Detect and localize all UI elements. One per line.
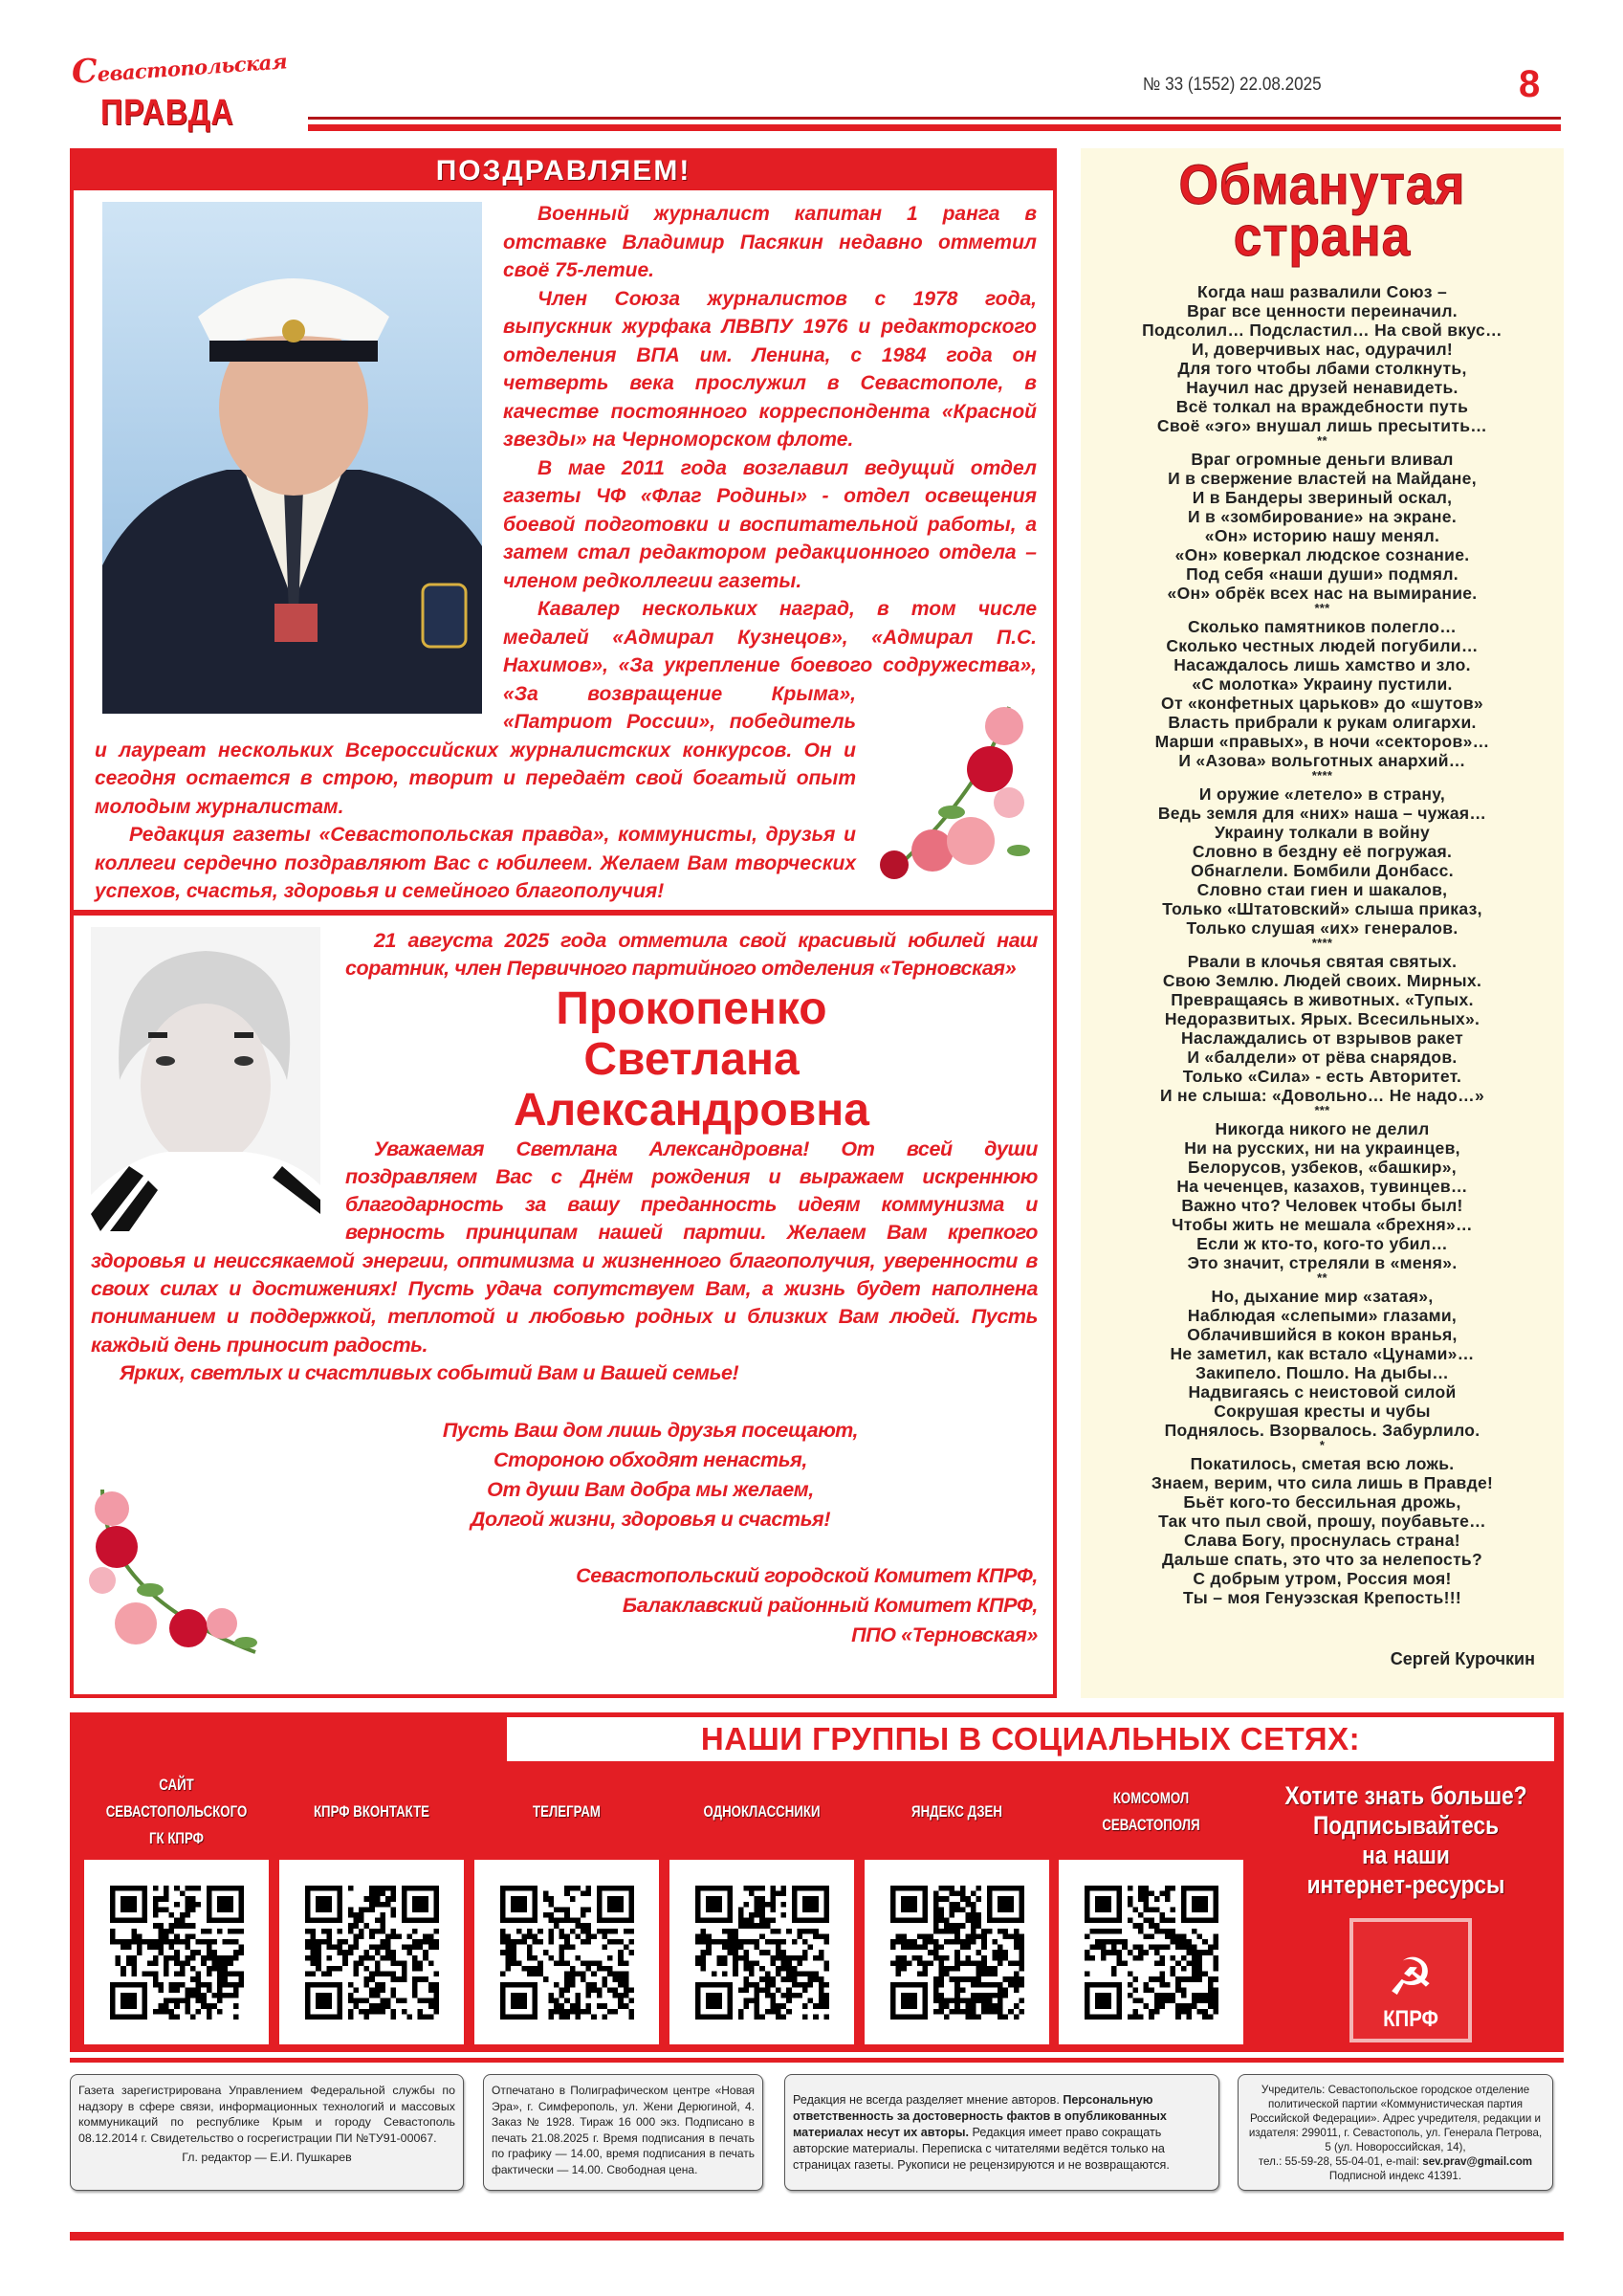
article-prokopenko [74,916,1053,1687]
qr-code[interactable] [279,1860,464,2044]
poem-body [1081,282,1564,1607]
poem-line: Власть прибрали к рукам олигархи. [1168,713,1477,732]
stanza-separator: *** [1314,1103,1330,1117]
poem-line: Рвали в клочья святая святых. [1187,952,1458,971]
poem-line: Недоразвитых. Ярых. Всесильных». [1164,1009,1480,1028]
article-paragraph: Уважаемая Светлана Александровна! От всей души поздравляем Вас с Днём рождения и выражаем искреннюю благодарность за вашу преданность идеям коммунизма и верность принципам нашей партии. Желаем Вам крепкого здоровья и неиссякаемой энергии, оптимизма и жизненного благополучия, уверенности в своих силах и достижениях! Пусть удача сопутствуем Вам, а жизнь будет наполнена пониманием и поддержкой, теплотой и любовью родных и близких Вам людей. Пусть каждый день приносит радость. [91,1137,1038,1357]
poem-line: И не слыша: «Довольно… Не надо…» [1160,1086,1484,1105]
header-rule-thin [308,117,1561,120]
social-group-label: ЯНДЕКС ДЗЕН [911,1802,1002,1821]
hammer-sickle-icon: ☭ [1387,1949,1435,2006]
poem-line: Знаем, верим, что сила лишь в Правде! [1151,1473,1494,1492]
disclaimer-text: Редакция имеет право сокращать авторские материалы. Переписка с читателями ведётся только на страницах газеты. Рукописи не рецензируются и не возвращаются. [793,2126,1170,2172]
article-intro: 21 августа 2025 года отметила свой красивый юбилей наш соратник, член Первичного партийного отделения «Терновская» [345,929,1038,981]
poem-line: Бьёт кого-то бессильная дрожь, [1183,1492,1461,1512]
article-paragraph: Ярких, светлых и счастливых событий Вам и Вашей семье! [120,1360,739,1384]
poem-line: Никогда никого не делил [1215,1119,1430,1138]
disclaimer-bold: Персональную ответственность за достоверность фактов в опубликованных материалах несут их авторы. [793,2093,1167,2139]
disclaimer-text: Редакция не всегда разделяет мнение авторов. [793,2093,1064,2107]
signature-line: Севастопольский городской Комитет КПРФ, [576,1564,1038,1588]
poem-section [1081,148,1564,1698]
subscription-index: Подписной индекс 41391. [1328,2170,1462,2182]
poem-line: Когда наш развалили Союз – [1196,282,1448,301]
poem-line: Научил нас друзей ненавидеть. [1186,378,1459,397]
registration-text: Газета зарегистрирована Управлением Федеральной службы по надзору в сфере связи, информационных технологий и массовых коммуникаций по республике Крым и городу Севастополь 08.12.2014 г. Свидетельство о госрегистрации ПИ №ТУ91-00067. [78,2084,455,2145]
poem-line: Если ж кто-то, кого-то убил… [1196,1234,1448,1253]
article-paragraph: Кавалер нескольких наград, в том числе медалей «Адмирал Кузнецов», «Адмирал П.С. Нахимов», «За укрепление боевого содружества», «За возвращение Крыма», «Патриот России», победитель и лауреат нескольких Всероссийских журналистских конкурсов. Он и сегодня остается в строю, творит и передаёт свой богатый опыт молодым журналистам. [95,598,1037,818]
stanza-separator: **** [1311,936,1333,950]
separator-rule [70,2058,1564,2063]
poem-line: С добрым утром, Россия моя! [1193,1569,1452,1588]
poem-line: Словно в бездну её погружая. [1192,842,1453,861]
bottom-bar [70,2232,1564,2241]
header-rule-thick [308,124,1561,131]
verse-line: Долгой жизни, здоровья и счастья! [470,1508,831,1532]
poem-line: Сколько честных людей погубили… [1166,636,1479,655]
stanza-separator: * [1319,1438,1326,1452]
poem-line: Чтобы жить не мешала «брехня»… [1172,1215,1473,1234]
social-group-label: САЙТ СЕВАСТОПОЛЬСКОГО ГК КПРФ [105,1776,248,1847]
poem-line: Всё толкал на враждебности путь [1175,397,1469,416]
page-number: 8 [1519,63,1541,105]
poem-line: Белорусов, узбеков, «башкир», [1188,1158,1457,1177]
signature-line: Балаклавский районный Комитет КПРФ, [622,1594,1038,1618]
poem-line: Только «Штатовский» слыша приказ, [1162,899,1482,918]
poem-line: Словно стаи гиен и шакалов, [1196,880,1448,899]
stanza-separator: *** [1314,601,1330,615]
social-group [669,1770,854,2044]
chief-editor: Гл. редактор — Е.И. Пушкарев [182,2151,352,2164]
qr-code[interactable] [865,1860,1049,2044]
section-title: ПОЗДРАВЛЯЕМ! [74,152,1053,190]
poem-line: Враг огромные деньги вливал [1191,450,1454,469]
poem-line: Поднялось. Взорвалось. Забурлило. [1164,1421,1480,1440]
poem-line: Так что пыл свой, прошу, поубавьте… [1158,1512,1486,1531]
poem-line: «Он» коверкал людское сознание. [1174,545,1470,564]
poem-line: Марши «правых», в ночи «секторов»… [1154,732,1490,751]
honoree-patronymic: Александровна [514,1084,869,1136]
poem-line: И оружие «летело» в страну, [1198,784,1446,804]
social-group-label: КОМСОМОЛ СЕВАСТОПОЛЯ [1102,1789,1200,1834]
poem-line: На чеченцев, казахов, тувинцев… [1176,1177,1468,1196]
article-paragraph: Военный журналист капитан 1 ранга в отставке Владимир Пасякин недавно отметил своё 75-летие. [503,203,1037,281]
poem-line: Облачившийся в кокон вранья, [1187,1325,1458,1344]
social-group [84,1770,269,2044]
poem-line: Украину толкали в войну [1214,823,1431,842]
poem-line: «Он» обрёк всех нас на вымирание. [1167,584,1478,603]
poem-line: Но, дыхание мир «затая», [1211,1287,1434,1306]
kprf-logo [1349,1918,1472,2042]
verse-line: Стороною обходят ненастья, [493,1448,807,1472]
poem-line: И «балдели» от рёва снарядов. [1187,1048,1458,1067]
poem-line: Ведь земля для «них» наша – чужая… [1157,804,1487,823]
flowers-decoration [866,697,1038,889]
poem-line: И в Бандеры звериный оскал, [1192,488,1453,507]
poem-author: Сергей Курочкин [1390,1649,1535,1668]
verse-line: Пусть Ваш дом лишь друзья посещают, [442,1419,859,1443]
poem-line: Под себя «наши души» подмял. [1186,564,1459,584]
qr-code[interactable] [1059,1860,1243,2044]
social-group-label: ОДНОКЛАССНИКИ [703,1802,821,1821]
poem-line: Ни на русских, ни на украинцев, [1184,1138,1460,1158]
stanza-separator: ** [1317,433,1327,448]
poem-line: Подсолил… Подсластил… На свой вкус… [1142,320,1502,340]
poem-line: Насаждалось лишь хамство и зло. [1173,655,1471,674]
footer-printing [483,2074,763,2191]
poem-line: Сколько памятников полегло… [1187,617,1458,636]
signature-line: ППО «Терновская» [851,1623,1038,1647]
poem-line: Только «Сила» - есть Авторитет. [1182,1067,1462,1086]
social-networks-section [70,1712,1564,2052]
poem-line: Слава Богу, проснулась страна! [1184,1531,1460,1550]
social-group [1059,1770,1243,2044]
poem-line: «С молотка» Украину пустили. [1192,674,1453,694]
footer-registration [70,2074,464,2191]
poem-line: От «конфетных царьков» до «шутов» [1161,694,1483,713]
poem-title [1100,154,1545,268]
poem-line: Это значит, стреляли в «меня». [1187,1253,1458,1272]
social-title: НАШИ ГРУППЫ В СОЦИАЛЬНЫХ СЕТЯХ: [507,1717,1554,1761]
poem-line: И «Азова» вольготных анархий… [1178,751,1466,770]
poem-line: Ты – моя Генуэзская Крепость!!! [1183,1588,1461,1607]
printing-text: Отпечатано в Полиграфическом центре «Новая Эра», г. Симферополь, ул. Жени Дерюгиной, 4. Заказ № 1928. Тираж 16 000 экз. Подписано в печать 21.08.2025 г. Время подписания в печать по графику — 14.00, время подписания в печать фактически — 14.00. Свободная цена. [492,2084,755,2176]
poem-title-line: страна [1233,206,1412,268]
stanza-separator: **** [1311,768,1333,783]
poem-line: «Он» историю нашу менял. [1204,526,1440,545]
poem-line: Покатилось, сметая всю ложь. [1190,1454,1455,1473]
poem-line: Только слушая «их» генералов. [1186,918,1459,938]
founder-text: Учредитель: Севастопольское городское отделение политической партии «Коммунистическая партия Российской Федерации». Адрес учредителя, редакции и издателя: 299011, г. Севастополь, ул. Генерала Петрова, 5 (ул. Новороссийская, 14), [1248,2084,1543,2153]
social-group-label: КПРФ ВКОНТАКТЕ [313,1802,430,1821]
photo-officer [102,202,482,714]
flowers-decoration [83,1480,265,1662]
kprf-logo-text: КПРФ [1383,2006,1438,2032]
poem-line: Превращаясь в животных. «Тупых. [1171,990,1474,1009]
social-group [865,1770,1049,2044]
poem-line: Сокрушая кресты и чубы [1214,1402,1431,1421]
honoree-first-name: Светлана [583,1033,800,1085]
poem-title-line: Обманутая [1178,154,1466,216]
poem-line: И, доверчивых нас, одурачил! [1191,340,1454,359]
poem-line: Враг все ценности переиначил. [1187,301,1458,320]
poem-line: Своё «эго» внушал лишь пресытить… [1156,416,1488,435]
logo-script: Севастопольская [70,49,288,92]
social-group [279,1770,464,2044]
poem-line: Надвигаясь с неистовой силой [1188,1382,1457,1402]
social-group [474,1770,659,2044]
poem-line: Наблюдая «слепыми» глазами, [1187,1306,1458,1325]
poem-line: И в свержение властей на Майдане, [1168,469,1477,488]
poem-line: Не заметил, как встало «Цунами»… [1170,1344,1475,1363]
newspaper-logo [70,49,288,136]
logo-title: ПРАВДА [100,93,234,133]
poem-line: Свою Землю. Людей своих. Мирных. [1162,971,1482,990]
social-group-label: ТЕЛЕГРАМ [533,1802,601,1821]
subscribe-call-to-action: Хотите знать больше? Подписывайтесь на наши интернет-ресурсы [1284,1781,1527,1899]
honoree-surname: Прокопенко [556,982,827,1034]
poem-line: И в «зомбирование» на экране. [1188,507,1457,526]
qr-code[interactable] [474,1860,659,2044]
poem-line: Закипело. Пошло. На дыбы… [1195,1363,1449,1382]
article-paragraph: Редакция газеты «Севастопольская правда», коммунисты, друзья и коллеги сердечно поздравляют Вас с юбилеем. Желаем Вам творческих успехов, счастья, здоровья и семейного благополучия! [95,824,856,902]
contact-phone: тел.: 55-59-28, 55-04-01, e-mail: [1258,2155,1423,2168]
photo-woman [91,927,320,1231]
article-paragraph: В мае 2011 года возглавил ведущий отдел газеты ЧФ «Флаг Родины» - отдел освещения боевой подготовки и воспитательной работы, а затем стал редактором редакционного отдела – членом редколлегии газеты. [503,456,1037,592]
stanza-separator: ** [1317,1270,1327,1285]
footer-founder [1238,2074,1553,2191]
footer-disclaimer [784,2074,1219,2191]
issue-info: № 33 (1552) 22.08.2025 [1143,75,1322,95]
qr-code[interactable] [84,1860,269,2044]
qr-code[interactable] [669,1860,854,2044]
poem-line: Для того чтобы лбами столкнуть, [1177,359,1467,378]
float-spacer [1037,200,1038,697]
contact-email[interactable]: sev.prav@gmail.com [1422,2155,1533,2168]
poem-line: Дальше спать, это что за нелепость? [1162,1550,1482,1569]
article-paragraph: Член Союза журналистов с 1978 года, выпускник журфака ЛВВПУ 1976 и редакторского отделения ВПА им. Ленина, с 1984 года он четверть века прослужил в Севастополе, в качестве постоянного корреспондента «Красной звезды» на Черноморском флоте. [503,287,1037,451]
article-pasyakin [74,190,1053,910]
poem-line: Наслаждались от взрывов ракет [1181,1028,1463,1048]
poem-line: Обнаглели. Бомбили Донбасс. [1191,861,1454,880]
poem-line: Важно что? Человек чтобы был! [1181,1196,1463,1215]
verse-line: От души Вам добра мы желаем, [487,1478,814,1502]
congratulations-section [70,148,1057,1698]
